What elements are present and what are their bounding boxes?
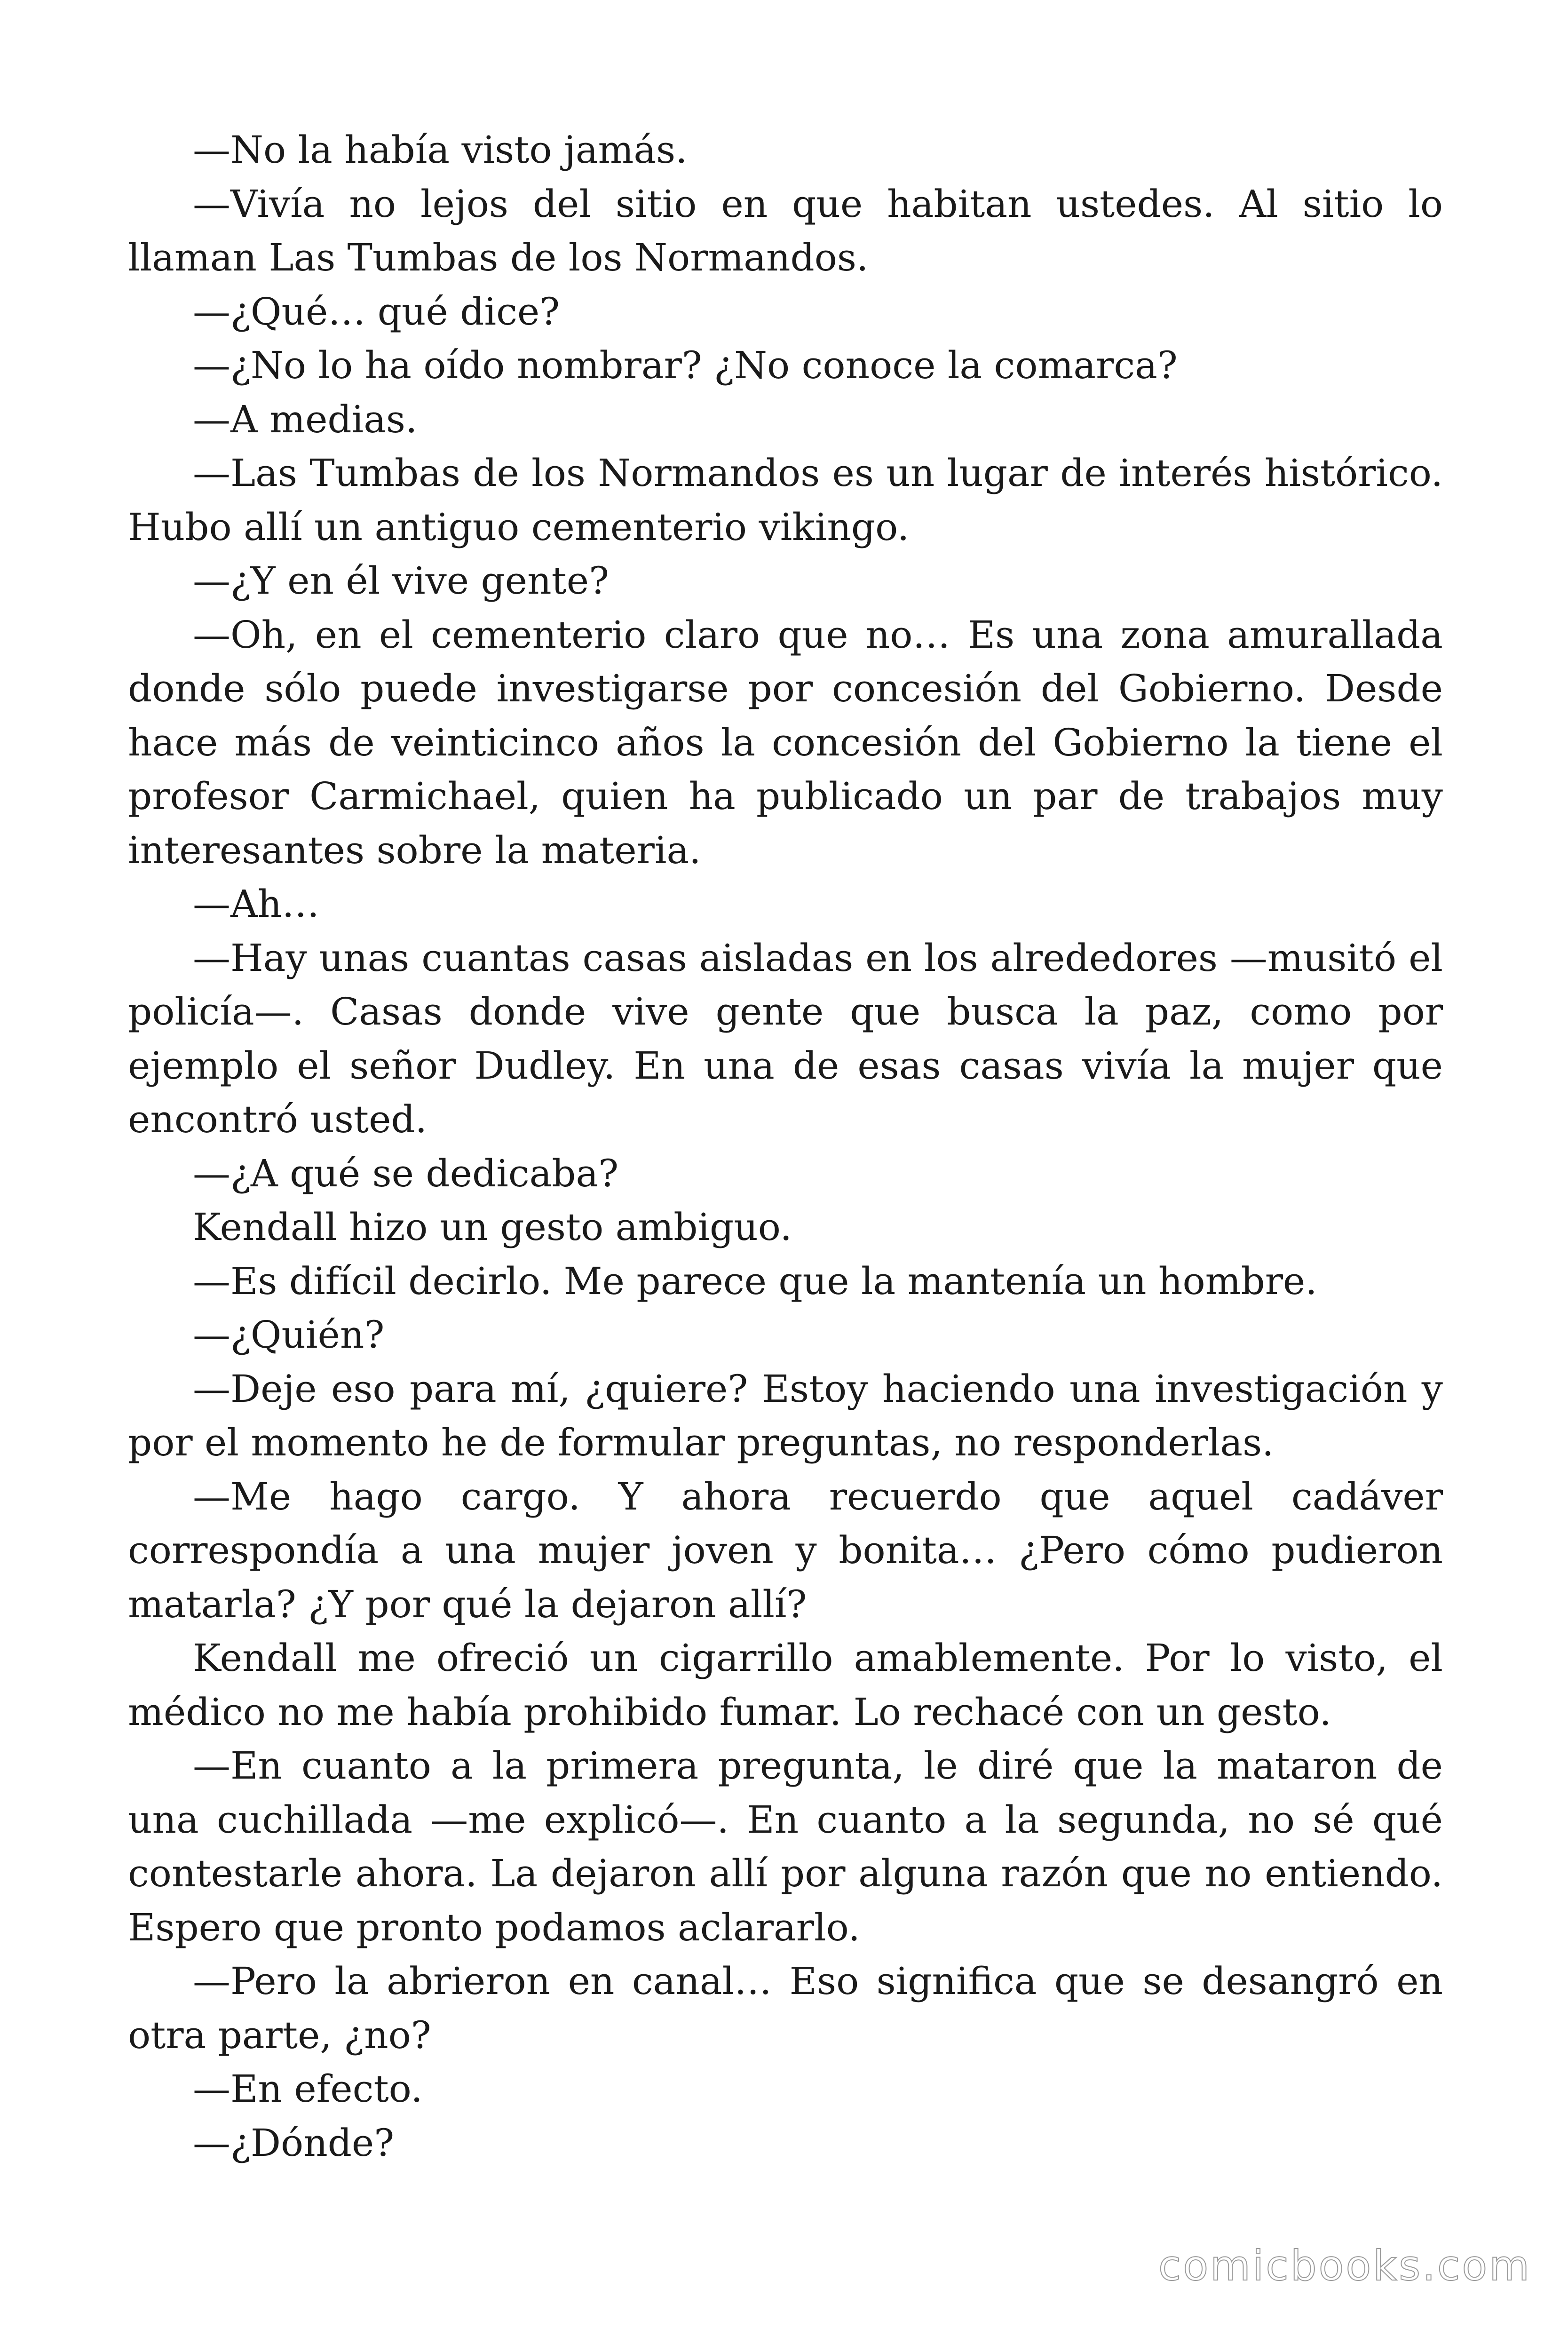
paragraph: —Las Tumbas de los Normandos es un lugar de interés histórico. Hubo allí un antiguo cementerio vikingo. <box>128 451 1443 549</box>
paragraph: —¿Dónde? <box>193 2121 395 2165</box>
paragraph: —No la había visto jamás. <box>193 128 688 172</box>
paragraph: —¿Qué… qué dice? <box>193 289 560 334</box>
page-body <box>128 123 1443 2170</box>
paragraph: —¿A qué se dedicaba? <box>193 1151 619 1195</box>
paragraph: —¿Y en él vive gente? <box>193 559 609 603</box>
paragraph: —Me hago cargo. Y ahora recuerdo que aquel cadáver correspondía a una mujer joven y bonita… ¿Pero cómo pudieron matarla? ¿Y por qué la dejaron allí? <box>128 1474 1443 1626</box>
paragraph: —¿No lo ha oído nombrar? ¿No conoce la comarca? <box>193 343 1178 387</box>
paragraph: —Oh, en el cementerio claro que no… Es una zona amurallada donde sólo puede investigarse por concesión del Gobierno. Desde hace más de veinticinco años la concesión del Gobierno la tiene el profesor Carmichael, quien ha publicado un par de trabajos muy interesantes sobre la materia. <box>128 612 1443 872</box>
paragraph: —Deje eso para mí, ¿quiere? Estoy haciendo una investigación y por el momento he de formular preguntas, no responderlas. <box>128 1367 1443 1464</box>
paragraph: —Hay unas cuantas casas aisladas en los alrededores —musitó el policía—. Casas donde vive gente que busca la paz, como por ejemplo el señor Dudley. En una de esas casas vivía la mujer que encontró usted. <box>128 936 1443 1141</box>
paragraph: Kendall me ofreció un cigarrillo amablemente. Por lo visto, el médico no me había prohibido fumar. Lo rechacé con un gesto. <box>128 1636 1443 1734</box>
paragraph: Kendall hizo un gesto ambiguo. <box>193 1205 792 1249</box>
paragraph: —A medias. <box>193 397 418 441</box>
paragraph: —En cuanto a la primera pregunta, le diré que la mataron de una cuchillada —me explicó—. En cuanto a la segunda, no sé qué contestarle ahora. La dejaron allí por alguna razón que no entiendo. Espero que pronto podamos aclararlo. <box>128 1744 1443 1949</box>
paragraph: —Es difícil decirlo. Me parece que la mantenía un hombre. <box>193 1259 1317 1303</box>
paragraph: —¿Quién? <box>193 1313 385 1357</box>
paragraph: —Pero la abrieron en canal… Eso significa que se desangró en otra parte, ¿no? <box>128 1959 1443 2057</box>
paragraph: —Vivía no lejos del sitio en que habitan ustedes. Al sitio lo llaman Las Tumbas de los Normandos. <box>128 182 1443 279</box>
paragraph: —Ah… <box>193 882 320 926</box>
watermark: comicbooks.com <box>1158 2241 1531 2290</box>
paragraph: —En efecto. <box>193 2067 423 2111</box>
